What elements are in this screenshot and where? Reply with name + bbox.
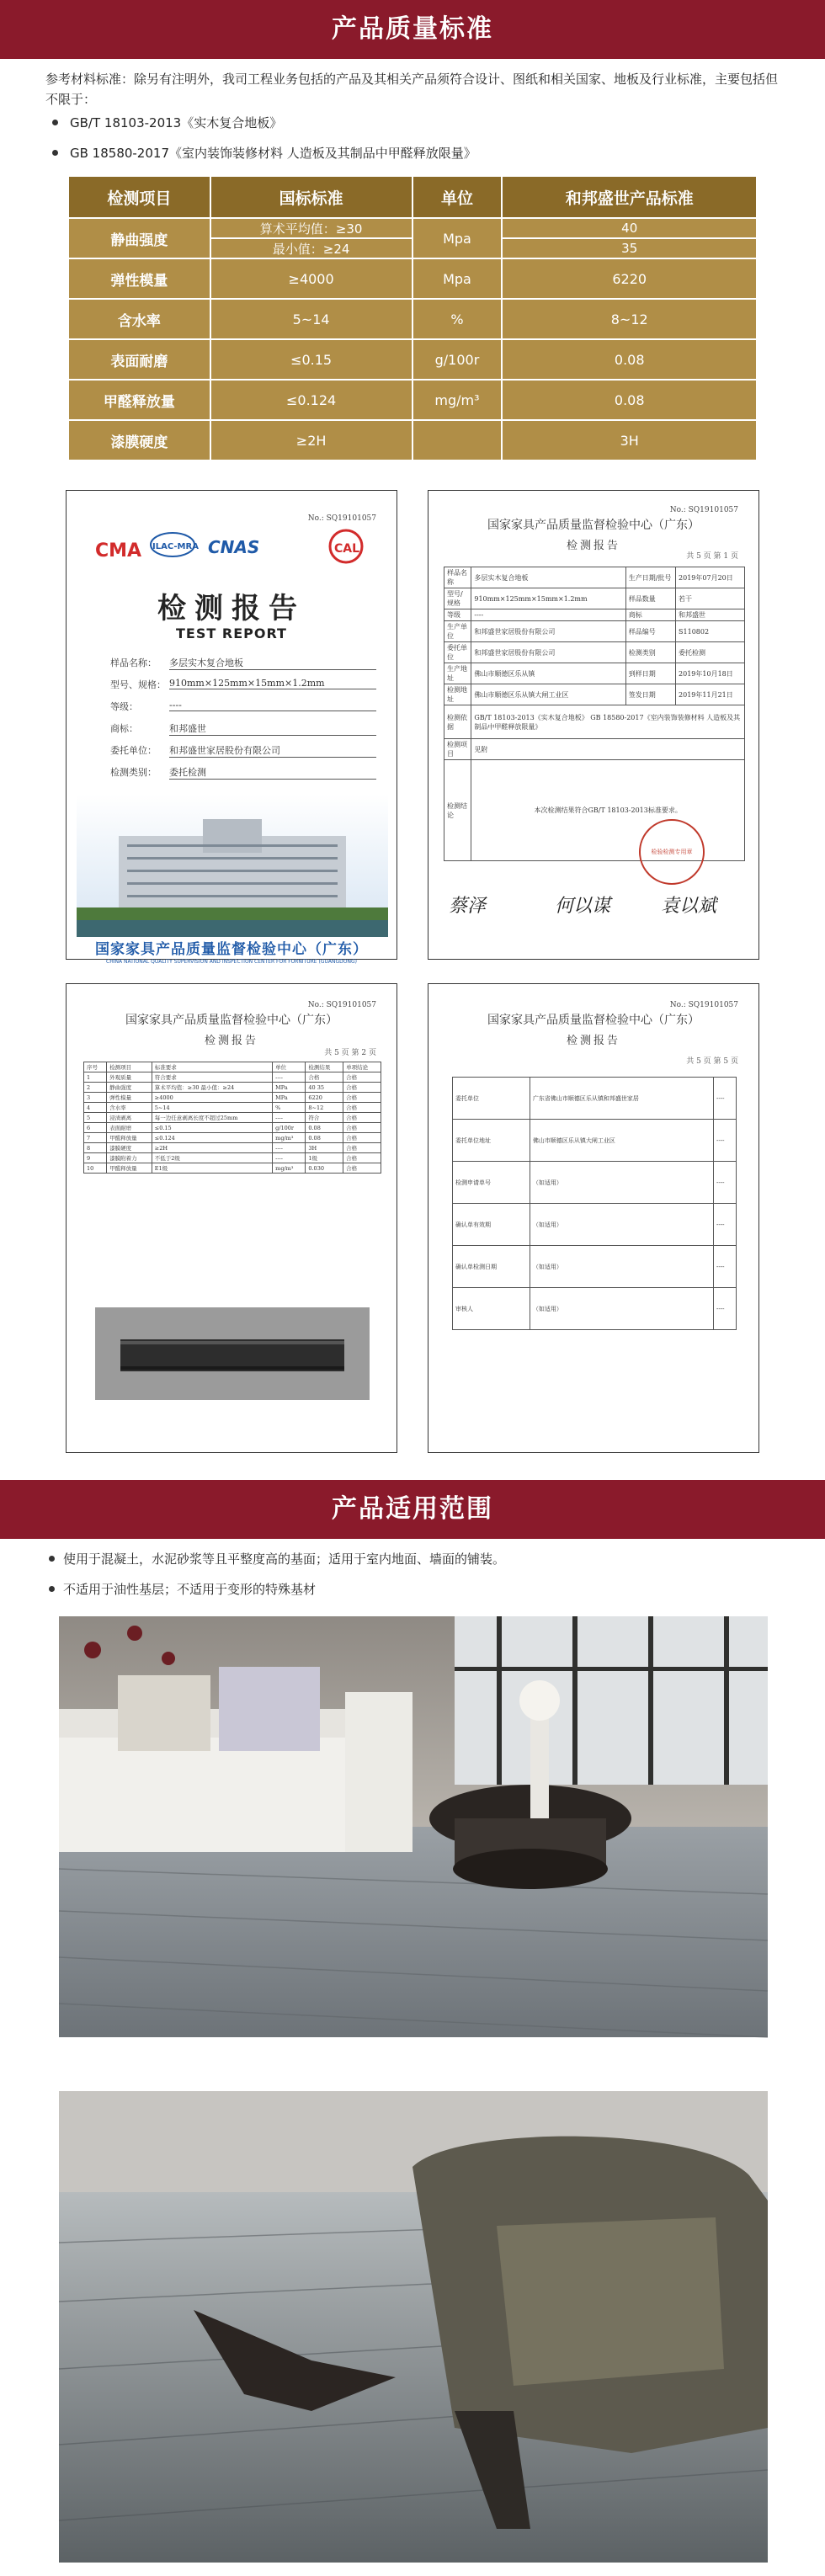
living-room-photo (59, 1616, 768, 2037)
signature-reviewer: 何以谋 (555, 896, 611, 917)
table-row (68, 420, 757, 460)
table-row: 生产单位 和邦盛世家居股份有限公司 样品编号 S110802 (444, 621, 745, 642)
page-indicator: 共 5 页 第 1 页 (686, 552, 738, 561)
conclusion-text: 本次检测结果符合GB/T 18103-2013标准要求。 (534, 806, 682, 814)
header-item: 检测项目 (68, 176, 210, 218)
bullet-icon (49, 1556, 55, 1562)
org-name-en: CHINA NATIONAL QUALITY SUPERVISION AND INSPECTION CENTER FOR FURNITURE (GUANGDONG) (106, 959, 357, 965)
page-indicator: 共 5 页 第 5 页 (686, 1057, 738, 1066)
client-info-table (452, 1077, 737, 1330)
sample-photo (95, 1307, 370, 1400)
value-cell: 6220 (502, 258, 757, 299)
unit-cell: mg/m³ (412, 380, 503, 420)
report-org: 国家家具产品质量监督检验中心（广东） (487, 1014, 700, 1027)
page-indicator: 共 5 页 第 2 页 (324, 1049, 376, 1057)
quality-title: 产品质量标准 (332, 14, 493, 44)
header-standard: 国标标准 (210, 176, 412, 218)
report-number: No.: SQ19101057 (669, 1001, 738, 1009)
table-row: 8 漆膜硬度 ≥2H ---- 3H 合格 (84, 1143, 381, 1153)
bullet-icon (52, 150, 58, 156)
table-row: 检测地址 佛山市顺德区乐从镇大闸工业区 签发日期 2019年11月21日 (444, 684, 745, 705)
conclusion-row: 检测结论 本次检测结果符合GB/T 18103-2013标准要求。 (444, 760, 745, 861)
certification-logos (92, 528, 371, 568)
report-number: No.: SQ19101057 (669, 506, 738, 514)
signature-approver: 蔡泽 (449, 896, 487, 917)
report-name: 检测报告 (566, 1035, 620, 1047)
scope-title: 产品适用范围 (332, 1494, 493, 1524)
quality-intro: 参考材料标准：除另有注明外，我司工程业务包括的产品及其相关产品须符合设计、图纸和相关国家、地板及行业标准，主要包括但不限于： (45, 72, 779, 107)
table-row: 序号 检测项目 标准要求 单位 检测结果 单项结论 (84, 1062, 381, 1072)
value-cell: 40 (502, 218, 757, 238)
sample-info-table (444, 567, 745, 861)
value-cell: 35 (502, 238, 757, 258)
quality-spec-table (67, 175, 758, 461)
bullet-icon (49, 1586, 55, 1592)
standard-cell: 5~14 (210, 299, 412, 339)
org-name-cn: 国家家具产品质量监督检验中心（广东） (95, 941, 368, 958)
table-row: 型号/规格 910mm×125mm×15mm×1.2mm 样品数量 若干 (444, 588, 745, 609)
report-org: 国家家具产品质量监督检验中心（广东） (487, 519, 700, 532)
table-row: 生产地址 佛山市顺德区乐从镇 到样日期 2019年10月18日 (444, 663, 745, 684)
item-cell: 含水率 (68, 299, 210, 339)
standard-cell: ≤0.15 (210, 339, 412, 380)
field-client: 委托单位： 和邦盛世家居股份有限公司 (110, 743, 157, 757)
inspection-stamp: 检验检测专用章 (639, 819, 705, 885)
value-cell: 0.08 (502, 380, 757, 420)
unit-cell (412, 420, 503, 460)
standard-cell: ≥4000 (210, 258, 412, 299)
field-model: 型号、规格： 910mm×125mm×15mm×1.2mm (110, 678, 166, 691)
header-product-standard: 和邦盛世产品标准 (502, 176, 757, 218)
cnas-logo-text: CNAS (208, 537, 260, 557)
cnas-logo-icon (206, 528, 265, 565)
header-unit: 单位 (412, 176, 503, 218)
cma-logo-icon (92, 528, 142, 565)
bullet-icon (52, 120, 58, 125)
field-test-type: 检测类别： 委托检测 (110, 765, 157, 779)
cal-logo-icon (321, 528, 371, 565)
item-cell: 静曲强度 (68, 218, 210, 258)
table-row: 7 甲醛释放量 ≤0.124 mg/m³ 0.08 合格 (84, 1133, 381, 1143)
table-row: 确认单检测日期 （如适用） ---- (453, 1246, 737, 1288)
table-row (68, 380, 757, 420)
report-subtitle: TEST REPORT (176, 625, 287, 641)
scope-item: 使用于混凝土，水泥砂浆等且平整度高的基面；适用于室内地面、墙面的铺装。 (49, 1549, 505, 1569)
report-name: 检测报告 (566, 540, 620, 552)
test-report-cover (66, 490, 397, 965)
report-title: 检测报告 (157, 592, 306, 625)
field-sample-name: 样品名称： 多层实木复合地板 (110, 656, 157, 669)
table-row: 9 漆膜附着力 不低于2级 ---- 1级 合格 (84, 1153, 381, 1163)
report-page-1 (428, 490, 759, 960)
table-row (68, 218, 757, 238)
unit-cell: % (412, 299, 503, 339)
ilac-logo-text: ILAC-MRA (152, 542, 199, 551)
table-row: 6 表面耐磨 ≤0.15 g/100r 0.08 合格 (84, 1123, 381, 1133)
results-table (83, 1062, 381, 1174)
report-page-2 (66, 983, 397, 1453)
standard-cell: ≥2H (210, 420, 412, 460)
table-row (68, 258, 757, 299)
value-cell: 0.08 (502, 339, 757, 380)
armchair-photo (59, 2091, 768, 2563)
report-name: 检测报告 (204, 1035, 258, 1047)
table-row: 检测申请单号 （如适用） ---- (453, 1162, 737, 1204)
table-row: 检测依据 GB/T 18103-2013《实木复合地板》 GB 18580-2017《室内装饰装修材料 人造板及其制品中甲醛释放限量》 (444, 705, 745, 739)
unit-cell: Mpa (412, 218, 503, 258)
cal-logo-text: CAL (334, 542, 360, 556)
table-row: 确认单有效期 （如适用） ---- (453, 1204, 737, 1246)
table-row: 2 静曲强度 算术平均值：≥30 最小值：≥24 MPa 40 35 合格 (84, 1083, 381, 1093)
report-number: No.: SQ19101057 (307, 1001, 376, 1009)
field-grade: 等级： ---- (110, 700, 138, 713)
table-row: 审核人 （如适用） ---- (453, 1288, 737, 1330)
table-row (68, 339, 757, 380)
value-cell: 3H (502, 420, 757, 460)
table-row: 3 弹性模量 ≥4000 MPa 6220 合格 (84, 1093, 381, 1103)
table-row: 委托单位 广东省佛山市顺德区乐从镇和邦盛世家居 ---- (453, 1078, 737, 1120)
signature-tester: 袁以斌 (661, 896, 717, 917)
unit-cell: g/100r (412, 339, 503, 380)
cma-logo-text: CMA (95, 540, 142, 562)
unit-cell: Mpa (412, 258, 503, 299)
table-row: 委托单位 和邦盛世家居股份有限公司 检测类别 委托检测 (444, 642, 745, 663)
item-cell: 表面耐磨 (68, 339, 210, 380)
table-row: 1 外观质量 符合要求 ---- 合格 合格 (84, 1072, 381, 1083)
report-page-5 (428, 983, 759, 1453)
building-photo (77, 794, 388, 937)
table-header-row (68, 176, 757, 218)
item-cell: 弹性模量 (68, 258, 210, 299)
table-row: 5 浸渍剥离 每一边任意剥离长度不超过25mm ---- 符合 合格 (84, 1113, 381, 1123)
scope-banner (0, 1480, 825, 1539)
scope-item: 不适用于油性基层；不适用于变形的特殊基材 (49, 1579, 316, 1599)
table-row: 10 甲醛释放量 E1级 mg/m³ 0.030 合格 (84, 1163, 381, 1174)
standard-item: GB 18580-2017《室内装饰装修材料 人造板及其制品中甲醛释放限量》 (52, 143, 476, 163)
standard-cell: ≤0.124 (210, 380, 412, 420)
standard-cell: 算术平均值：≥30 (210, 218, 412, 238)
report-org: 国家家具产品质量监督检验中心（广东） (125, 1014, 338, 1027)
table-row: 等级 ---- 商标 和邦盛世 (444, 609, 745, 621)
item-cell: 漆膜硬度 (68, 420, 210, 460)
item-cell: 甲醛释放量 (68, 380, 210, 420)
value-cell: 8~12 (502, 299, 757, 339)
standard-cell: 最小值：≥24 (210, 238, 412, 258)
field-brand: 商标： 和邦盛世 (110, 721, 138, 735)
table-row: 检测项目 见附 (444, 739, 745, 760)
table-row: 4 含水率 5~14 % 8~12 合格 (84, 1103, 381, 1113)
quality-banner (0, 0, 825, 59)
standard-item: GB/T 18103-2013《实木复合地板》 (52, 113, 282, 133)
table-row: 样品名称 多层实木复合地板 生产日期/批号 2019年07月20日 (444, 567, 745, 588)
ilac-logo-icon (146, 528, 200, 565)
report-number: No.: SQ19101057 (307, 514, 376, 523)
table-row (68, 299, 757, 339)
table-row: 委托单位地址 佛山市顺德区乐从镇大闸工业区 ---- (453, 1120, 737, 1162)
